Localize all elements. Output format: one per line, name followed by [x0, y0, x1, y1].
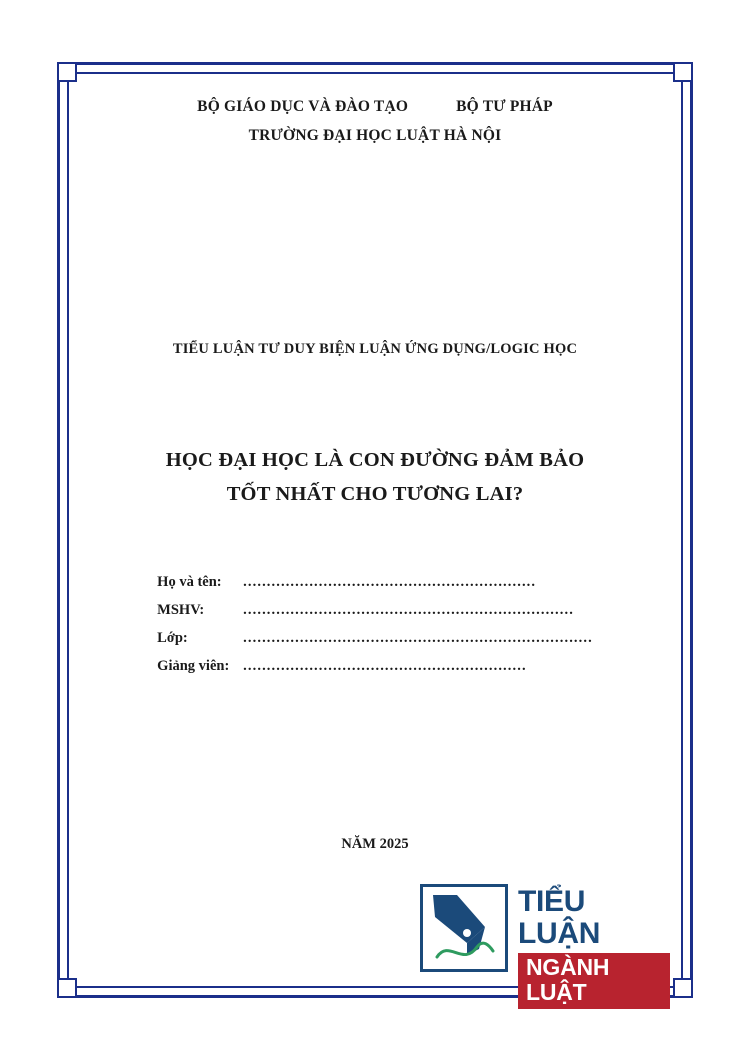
field-dots-mshv[interactable]: ......................................................................: [243, 601, 574, 618]
year-label: NĂM 2025: [341, 835, 409, 852]
corner-ornament-bottom-left: [57, 978, 77, 998]
brand-logo-line-2: NGÀNH LUẬT: [526, 954, 610, 1006]
brand-logo: [420, 884, 670, 1006]
page-title: [80, 444, 670, 512]
field-label-mshv: MSHV:: [157, 601, 205, 618]
field-row: [157, 658, 593, 675]
cover-content: [80, 80, 670, 980]
brand-logo-banner: [518, 953, 670, 1009]
ministry-justice-label: BỘ TƯ PHÁP: [456, 98, 553, 115]
field-dots-name[interactable]: ..............................................................: [243, 573, 537, 590]
corner-ornament-bottom-right: [673, 978, 693, 998]
field-row: [157, 630, 593, 647]
field-label-class: Lớp:: [157, 629, 188, 646]
corner-ornament-top-right: [673, 62, 693, 82]
field-dots-lecturer[interactable]: ............................................................: [243, 657, 527, 674]
field-dots-class[interactable]: ..........................................................................: [243, 629, 593, 646]
ministry-education-label: BỘ GIÁO DỤC VÀ ĐÀO TẠO: [197, 98, 409, 115]
subject-line: TIỂU LUẬN TƯ DUY BIỆN LUẬN ỨNG DỤNG/LOGIC HỌC: [172, 341, 578, 357]
page-title-line-2: TỐT NHẤT CHO TƯƠNG LAI?: [226, 482, 524, 505]
author-fields: [157, 574, 593, 686]
brand-logo-text: [518, 886, 670, 1009]
field-label-name: Họ và tên:: [157, 573, 222, 590]
fountain-pen-nib-icon: [420, 884, 508, 972]
field-row: [157, 602, 593, 619]
corner-ornament-top-left: [57, 62, 77, 82]
field-label-lecturer: Giảng viên:: [157, 657, 230, 674]
field-row: [157, 574, 593, 591]
brand-logo-line-1: TIỂU LUẬN: [518, 885, 601, 950]
university-name: TRƯỜNG ĐẠI HỌC LUẬT HÀ NỘI: [248, 127, 502, 144]
page-title-line-1: HỌC ĐẠI HỌC LÀ CON ĐƯỜNG ĐẢM BẢO: [165, 449, 585, 471]
ministry-row: [80, 98, 670, 116]
